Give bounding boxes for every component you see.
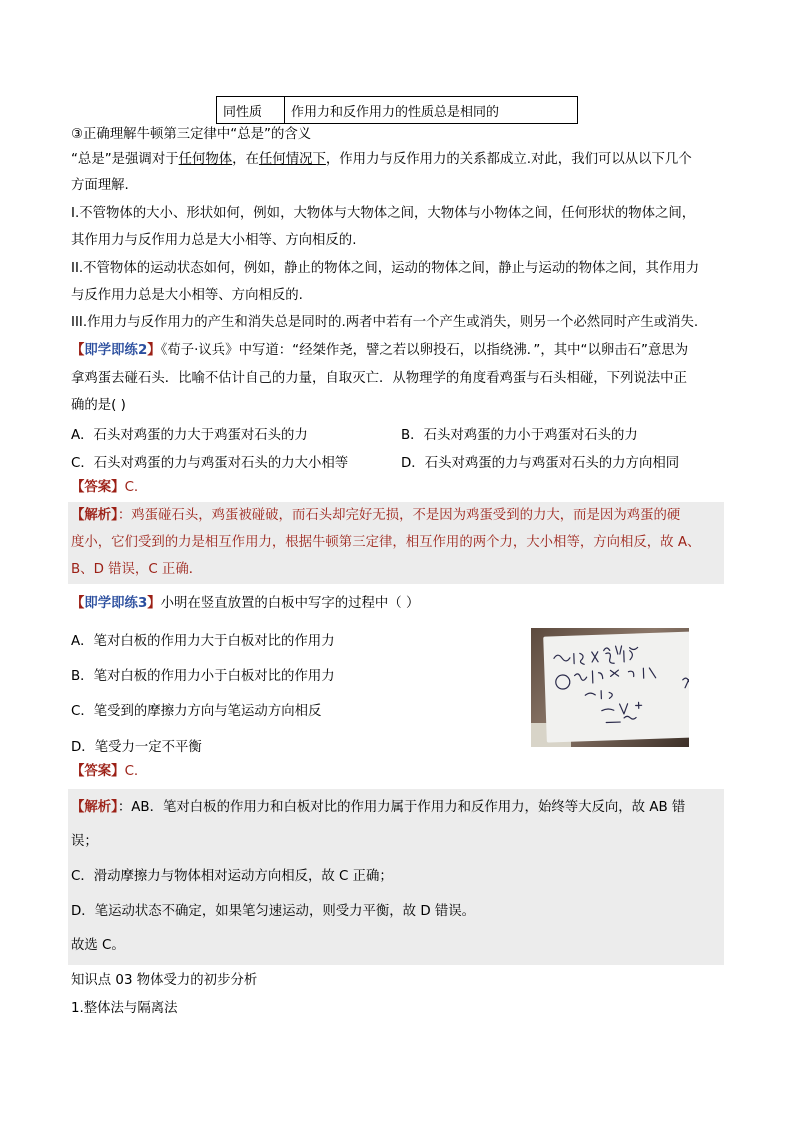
analysis-line: B、D 错误，C 正确． — [71, 562, 203, 577]
paragraph-line: I.不管物体的大小、形状如何，例如，大物体与大物体之间，大物体与小物体之间，任何形状的物体之间， — [71, 206, 696, 221]
whiteboard — [543, 631, 689, 742]
analysis-line: 故选 C。 — [71, 938, 125, 953]
analysis-line: 度小，它们受到的力是相互作用力，根据牛顿第三定律，相互作用的两个力，大小相等，方向相反，故 A、 — [71, 535, 701, 550]
paragraph-line: 其作用力与反作用力总是大小相等、方向相反的. — [71, 233, 357, 248]
analysis-line: 【解析】：AB．笔对白板的作用力和白板对比的作用力属于作用力和反作用力，始终等大反向，故 AB 错 — [71, 800, 686, 815]
option-b: B．笔对白板的作用力小于白板对比的作用力 — [71, 669, 335, 684]
analysis-line: C．滑动摩擦力与物体相对运动方向相反，故 C 正确； — [71, 869, 393, 884]
option-c: C．石头对鸡蛋的力与鸡蛋对石头的力大小相等 — [71, 456, 349, 471]
section-subtitle: 1.整体法与隔离法 — [71, 1001, 178, 1016]
analysis-line: 误； — [71, 834, 98, 849]
paragraph-line: 方面理解. — [71, 178, 129, 193]
paragraph-line: III.作用力与反作用力的产生和消失总是同时的.两者中若有一个产生或消失，则另一个必然同时产生或消失. — [71, 315, 699, 330]
property-table — [216, 96, 578, 124]
paragraph-line: 与反作用力总是大小相等、方向相反的. — [71, 288, 303, 303]
option-b: B．石头对鸡蛋的力小于鸡蛋对石头的力 — [401, 428, 638, 443]
option-a: A．笔对白板的作用力大于白板对比的作用力 — [71, 634, 335, 649]
exercise-tag: 【即学即练3】 — [71, 596, 161, 611]
question-3-stem: 【即学即练3】小明在竖直放置的白板中写字的过程中（ ） — [71, 596, 420, 611]
table-row — [217, 97, 578, 124]
underlined-text: 任何情况下 — [258, 152, 326, 167]
paragraph-line: “总是”是强调对于任何物体，在任何情况下，作用力与反作用力的关系都成立.对此，我们可以从以下几个 — [71, 152, 692, 167]
question-2-stem: 【即学即练2】《荀子·议兵》中写道：“经桀作尧，譬之若以卵投石，以指绕沸．”，其中“以卵击石”意思为 — [71, 343, 689, 358]
paragraph-line: II.不管物体的运动状态如何，例如，静止的物体之间，运动的物体之间，静止与运动的物体之间，其作用力 — [71, 261, 700, 276]
analysis-line: D．笔运动状态不确定，如果笔匀速运动，则受力平衡，故 D 错误。 — [71, 904, 476, 919]
table-cell-description: 作用力和反作用力的性质总是相同的 — [285, 97, 578, 124]
question-2-stem: 拿鸡蛋去碰石头．比喻不估计自己的力量，自取灭亡．从物理学的角度看鸡蛋与石头相碰，下列说法中正 — [71, 371, 687, 386]
paragraph-heading: ③正确理解牛顿第三定律中“总是”的含义 — [71, 127, 312, 142]
answer: 【答案】C. — [71, 764, 139, 779]
option-d: D．笔受力一定不平衡 — [71, 740, 202, 755]
table-cell-property: 同性质 — [217, 97, 285, 124]
handwriting-scribble — [543, 631, 689, 742]
analysis-line: 【解析】：鸡蛋碰石头，鸡蛋被碰破，而石头却完好无损，不是因为鸡蛋受到的力大，而是因为鸡蛋的硬 — [71, 508, 681, 523]
option-a: A．石头对鸡蛋的力大于鸡蛋对石头的力 — [71, 428, 308, 443]
option-c: C．笔受到的摩擦力方向与笔运动方向相反 — [71, 704, 322, 719]
underlined-text: 任何物体 — [178, 152, 233, 167]
question-2-stem: 确的是( ) — [71, 398, 126, 413]
exercise-tag: 【即学即练2】 — [71, 343, 161, 358]
answer: 【答案】C. — [71, 480, 139, 495]
section-title: 知识点 03 物体受力的初步分析 — [71, 973, 258, 988]
whiteboard-photo — [531, 628, 689, 747]
option-d: D．石头对鸡蛋的力与鸡蛋对石头的力方向相同 — [401, 456, 680, 471]
